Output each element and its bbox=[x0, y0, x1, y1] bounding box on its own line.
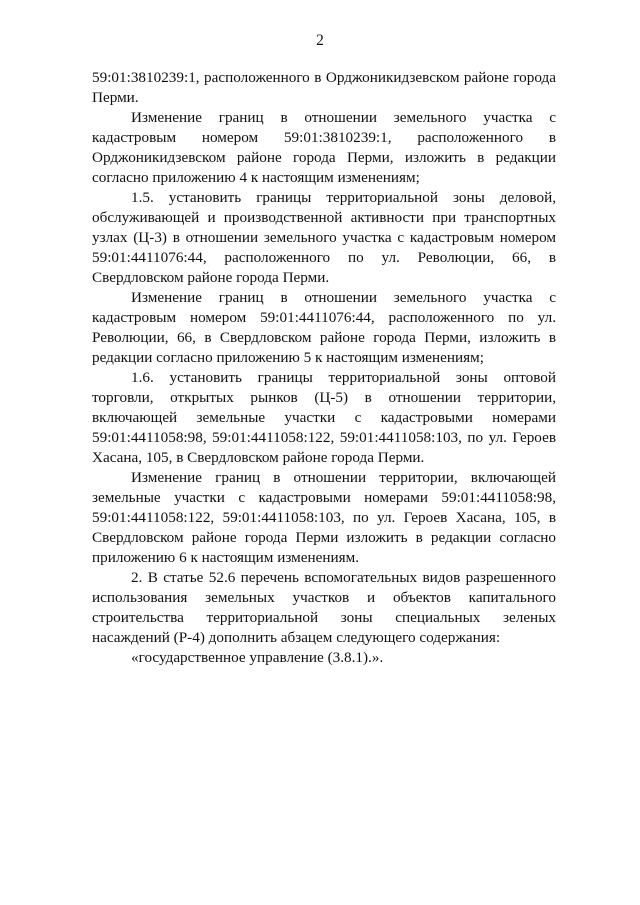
paragraph-7: 2. В статье 52.6 перечень вспомогательных видов разрешенного использования земельных участков и объектов капитального строительства территориальной зоны специальных зеленых насаждений (Р-4) дополнить абзацем следующего содержания: bbox=[92, 569, 556, 646]
paragraph-6: Изменение границ в отношении территории, включающей земельные участки с кадастровыми номерами 59:01:4411058:98, 59:01:4411058:122, 59:01:4411058:103, по ул. Героев Хасана, 105, в Свердловском районе города Перми изложить в редакции согласно приложению 6 к настоящим изменениям. bbox=[92, 469, 556, 566]
paragraph-1: 59:01:3810239:1, расположенного в Орджоникидзевском районе города Перми. bbox=[92, 69, 556, 106]
paragraph-5: 1.6. установить границы территориальной зоны оптовой торговли, открытых рынков (Ц-5) в отношении территории, включающей земельные участки с кадастровыми номерами 59:01:4411058:98, 59:01:4411058:122, 59:01:4411058:103, по ул. Героев Хасана, 105, в Свердловском районе города Перми. bbox=[92, 369, 556, 466]
paragraph-4: Изменение границ в отношении земельного участка с кадастровым номером 59:01:4411076:44, расположенного по ул. Революции, 66, в Свердловском районе города Перми, изложить в редакции согласно приложению 5 к настоящим изменениям; bbox=[92, 289, 556, 366]
paragraph-3: 1.5. установить границы территориальной зоны деловой, обслуживающей и производственной активности при транспортных узлах (Ц-3) в отношении земельного участка с кадастровым номером 59:01:4411076:44, расположенного по ул. Революции, 66, в Свердловском районе города Перми. bbox=[92, 189, 556, 286]
paragraph-8: «государственное управление (3.8.1).». bbox=[131, 649, 384, 666]
paragraph-2: Изменение границ в отношении земельного участка с кадастровым номером 59:01:3810239:1, расположенного в Орджоникидзевском районе города Перми, изложить в редакции согласно приложению 4 к настоящим изменениям; bbox=[92, 109, 556, 186]
page-number: 2 bbox=[316, 32, 324, 49]
document-body bbox=[92, 68, 556, 668]
